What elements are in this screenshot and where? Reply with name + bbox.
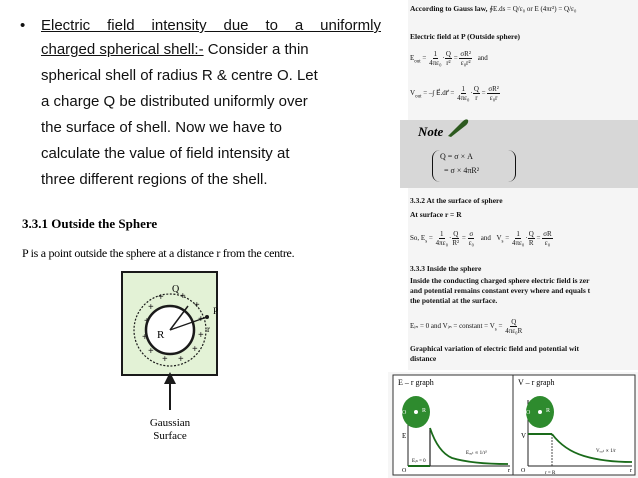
bullet-line-2	[41, 38, 309, 62]
svg-text:R: R	[422, 408, 427, 414]
svg-text:O: O	[526, 410, 531, 416]
bullet-line-3: spherical shell of radius R & centre O. Let	[41, 67, 318, 84]
svg-text:O: O	[402, 410, 407, 416]
svg-text:+: +	[198, 330, 204, 341]
eout-equation: $E_{out}$ = $\frac{1}{\text{4πε₀}}$ · $\frac{Q}{\text{r²}}$ = $\frac{\text{σR²}}{\text{ε₀r²}}$ and	[410, 50, 488, 67]
svg-text:Vₒᵤₜ ∝ 1/r: Vₒᵤₜ ∝ 1/r	[596, 449, 616, 454]
svg-text:+: +	[158, 292, 164, 303]
svg-text:+: +	[142, 332, 148, 343]
svg-text:+: +	[178, 354, 184, 365]
note-label: Note	[418, 124, 444, 139]
bullet-line-5: the surface of shell. Now we have to	[41, 119, 282, 136]
bullet-line-7: three different regions of the shell.	[41, 171, 268, 188]
svg-text:+: +	[148, 302, 154, 313]
svg-text:+: +	[192, 344, 198, 355]
graph-heading-1: Graphical variation of electric field and potential wit	[410, 344, 579, 353]
caption-surface: Surface	[153, 430, 187, 442]
label-q: Q	[172, 284, 180, 295]
bullet-line-6: calculate the value of field intensity at	[41, 145, 290, 162]
svg-text:Eₒᵤₜ ∝ 1/r²: Eₒᵤₜ ∝ 1/r²	[466, 451, 487, 456]
inside-text-3: the potential at the surface.	[410, 296, 498, 305]
svg-text:O: O	[402, 468, 407, 474]
bullet-line-1	[41, 14, 381, 38]
bullet-title-part2: charged spherical shell:-	[41, 41, 204, 58]
section-text: P is a point outside the sphere at a distance r from the centre.	[22, 246, 295, 260]
svg-text:+: +	[148, 346, 154, 357]
svg-text:r = R: r = R	[545, 471, 556, 476]
caption-gaussian: Gaussian	[149, 417, 191, 429]
note-line-1: Q = σ × A	[440, 152, 473, 161]
svg-text:+: +	[194, 300, 200, 311]
note-line-2: = σ × 4πR²	[444, 166, 480, 175]
inside-text-2: and potential remains constant every where and equals t	[410, 286, 591, 295]
bullet-title-part1: Electric field intensity due to a uniformly	[41, 17, 381, 34]
svg-text:+: +	[180, 291, 186, 302]
svg-text:V: V	[521, 432, 527, 440]
svg-text:+: +	[162, 354, 168, 365]
gauss-law-line: According to Gauss law, ∮E.ds = Q/ε₀ or E (4πr²) = Q/ε₀	[410, 4, 577, 13]
svg-text:R: R	[546, 408, 551, 414]
surface-equations: So, $E_s$ = $\frac{1}{\text{4πε₀}}$ · $\frac{Q}{\text{R²}}$ = $\frac{\sigma}{\text{ε₀}}$ and $V_s$ = $\frac{1}{\text{4πε₀}}$ · $\frac{Q}{R}$ = $\frac{\sigma R}{\text{ε₀}}$	[410, 230, 552, 247]
gaussian-sphere-figure	[120, 270, 240, 450]
svg-text:r: r	[630, 468, 632, 474]
surface-condition: At surface r = R	[410, 210, 462, 219]
inside-text-1: Inside the conducting charged sphere electric field is zer	[410, 276, 590, 285]
svg-text:Eᵢₙ = 0: Eᵢₙ = 0	[412, 459, 426, 464]
graph-heading-2: distance	[410, 354, 437, 363]
bullet-line-2-rest: Consider a thin	[203, 41, 309, 58]
svg-text:+: +	[198, 314, 204, 325]
label-R: R	[157, 329, 165, 341]
e-r-graph	[392, 374, 514, 476]
label-r: r	[207, 324, 210, 334]
e-graph-title: E – r graph	[398, 378, 434, 387]
svg-text:O: O	[521, 468, 526, 474]
bullet-marker: •	[20, 17, 26, 34]
svg-text:r: r	[508, 468, 510, 474]
label-P: P	[213, 306, 219, 316]
svg-text:E: E	[402, 432, 407, 440]
inside-equation: Eᵢₙ = 0 and Vᵢₙ = constant = $V_s$ = $\frac{Q}{\text{4πε₀R}}$	[410, 318, 523, 335]
outside-heading: Electric field at P (Outside sphere)	[410, 32, 521, 41]
v-r-graph	[512, 374, 636, 476]
bullet-line-4: a charge Q be distributed uniformly over	[41, 93, 308, 110]
section-heading: 3.3.1 Outside the Sphere	[22, 216, 158, 231]
vout-equation: $V_{out}$ = –∫ E⃗.dr⃗ = $\frac{1}{\text{4πε₀}}$ · $\frac{Q}{r}$ = $\frac{\text{σR²}}{\text{ε₀r}}$	[410, 85, 499, 102]
v-graph-title: V – r graph	[518, 378, 555, 387]
inside-heading: 3.3.3 Inside the sphere	[410, 264, 482, 273]
surface-heading: 3.3.2 At the surface of sphere	[410, 196, 503, 205]
svg-text:+: +	[144, 316, 150, 327]
pen-icon	[446, 118, 470, 138]
